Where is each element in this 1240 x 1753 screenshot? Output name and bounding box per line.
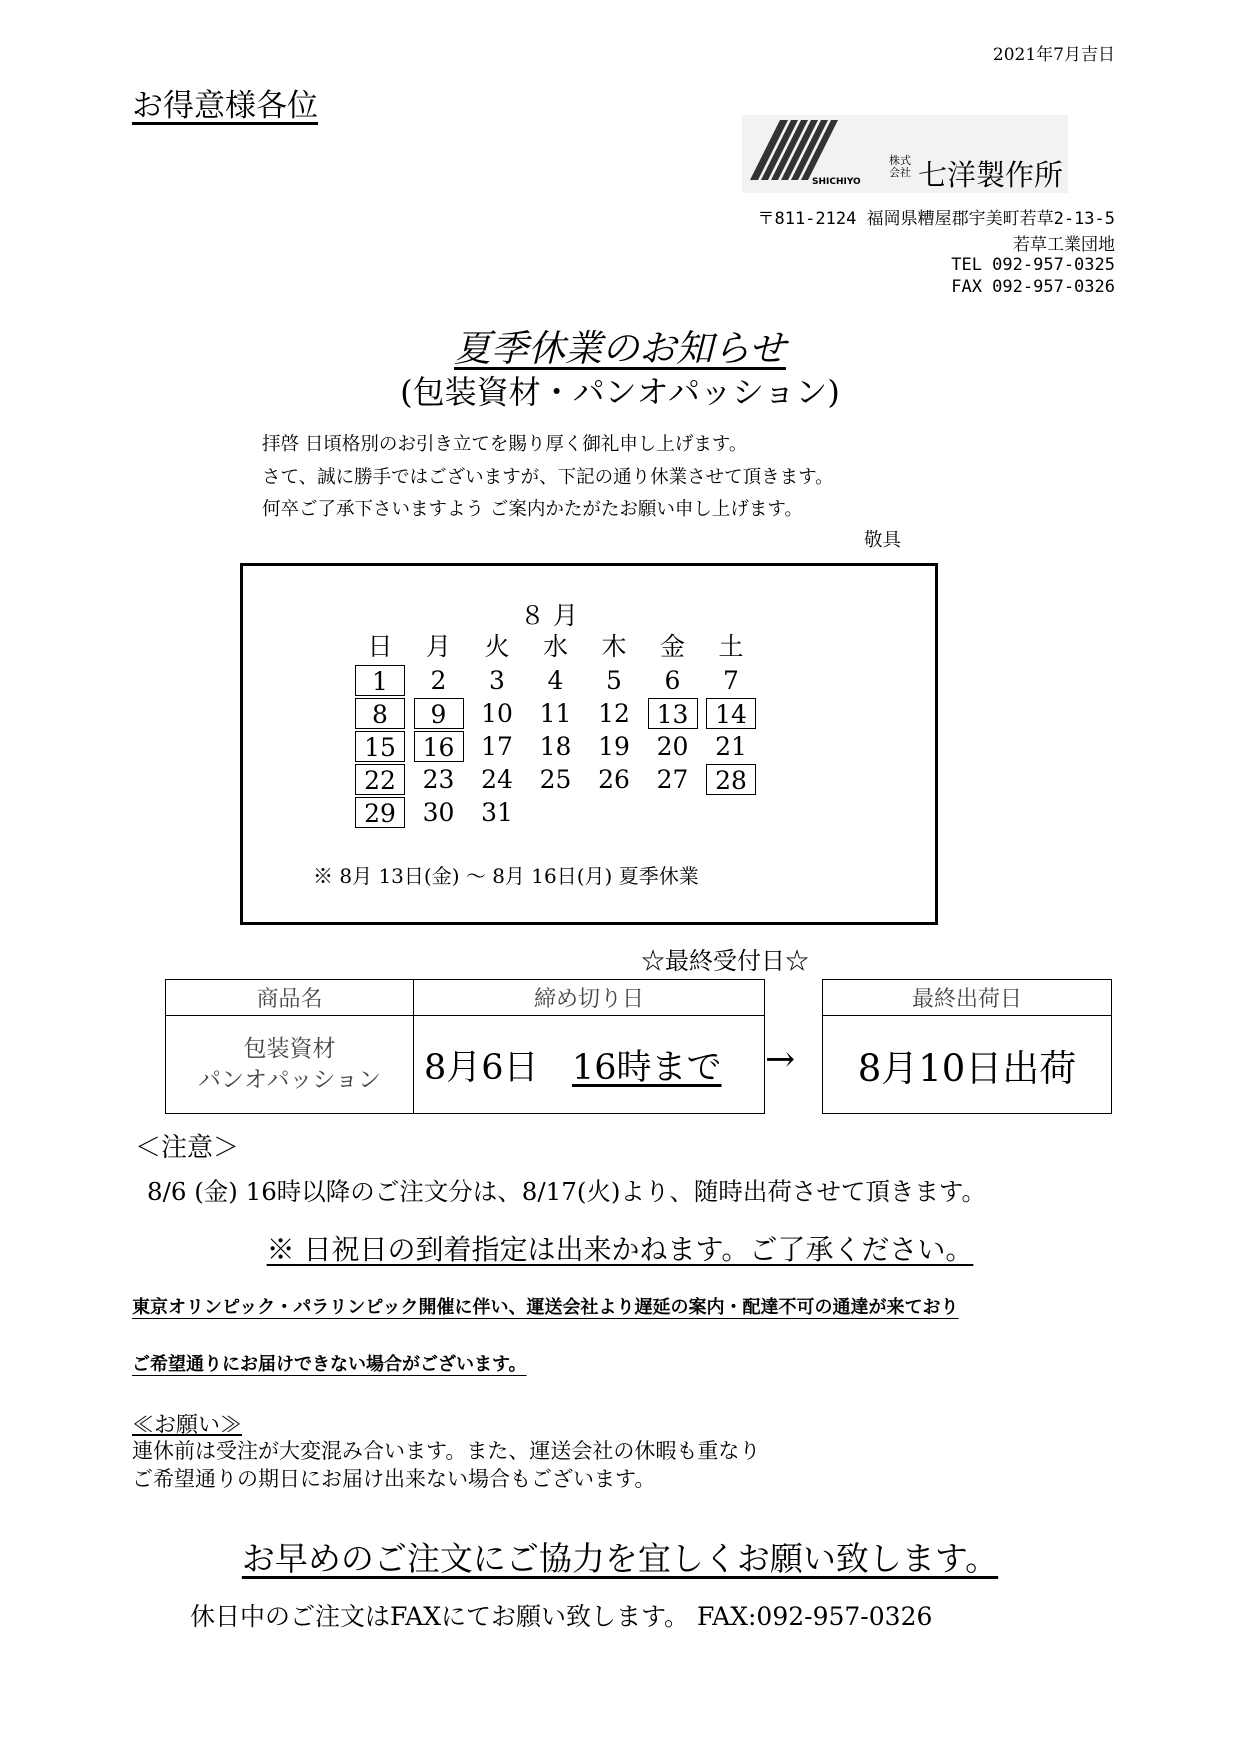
calendar-day: 16 <box>414 731 464 762</box>
request-line: 連休前は受注が大変混み合います。また、運送会社の休暇も重なり <box>132 1439 761 1463</box>
calendar-note: ※ 8月 13日(金) 〜 8月 16日(月) 夏季休業 <box>313 864 699 888</box>
calendar-day: 14 <box>706 698 756 729</box>
ship-table <box>822 979 1112 1114</box>
deadline-cell <box>414 1016 765 1114</box>
calendar-day: 2 <box>430 666 447 695</box>
address-line: FAX 092-957-0326 <box>951 277 1115 297</box>
caution-heading: ＜注意＞ <box>135 1133 240 1163</box>
calendar-day: 30 <box>422 798 455 827</box>
calendar-day: 6 <box>664 666 681 695</box>
address-line: 〒811-2124 福岡県糟屋郡宇美町若草2-13-5 <box>757 209 1115 229</box>
caution-text: 8/6 (金) 16時以降のご注文分は、8/17(火)より、随時出荷させて頂きます。 <box>147 1177 986 1206</box>
olympic-notice-line: 東京オリンピック・パラリンピック開催に伴い、運送会社より遅延の案内・配達不可の通達が来ており <box>132 1297 959 1318</box>
calendar-day: 20 <box>656 732 689 761</box>
calendar-day: 1 <box>355 665 405 696</box>
weekday-header: 土 <box>718 632 744 661</box>
greeting-line: さて、誠に勝手ではございますが、下記の通り休業させて頂きます。 <box>262 467 834 488</box>
weekday-header: 金 <box>659 632 685 661</box>
logo-brand-text: SHICHIYO <box>812 177 861 187</box>
weekday-header: 月 <box>425 632 451 661</box>
request-line: ご希望通りの期日にお届け出来ない場合もございます。 <box>132 1467 656 1491</box>
calendar-day: 4 <box>547 666 564 695</box>
calendar-day: 24 <box>481 765 513 794</box>
shichiyo-stripes-icon <box>750 120 846 182</box>
calendar-day: 25 <box>539 765 572 794</box>
calendar-day: 3 <box>489 666 505 695</box>
calendar-day: 31 <box>481 798 513 827</box>
deadline-table <box>165 979 765 1114</box>
calendar-day: 11 <box>539 699 572 728</box>
calendar-day: 22 <box>355 764 405 795</box>
calendar-day: 23 <box>422 765 455 794</box>
calendar-day: 12 <box>598 699 630 728</box>
product-cell: 包装資材 パンオパッション <box>166 1016 414 1114</box>
closing-word: 敬具 <box>864 530 902 551</box>
col-deadline-header: 締め切り日 <box>414 980 765 1016</box>
fax-note: 休日中のご注文はFAXにてお願い致します。 FAX:092-957-0326 <box>190 1602 933 1631</box>
notice-subtitle: (包装資材・パンオパッション) <box>400 373 840 411</box>
weekday-header: 水 <box>542 632 568 661</box>
weekday-header: 日 <box>367 632 393 661</box>
calendar-day: 17 <box>481 732 513 761</box>
logo-kabushiki: 株式 会社 <box>889 154 911 179</box>
calendar-day: 26 <box>598 765 630 794</box>
calendar-day: 10 <box>481 699 513 728</box>
calendar-day: 5 <box>606 666 622 695</box>
weekday-header: 木 <box>601 632 627 661</box>
logo-company-name: 七洋製作所 <box>918 158 1064 192</box>
greeting-line: 何卒ご了承下さいますよう ご案内かたがたお願い申し上げます。 <box>262 499 803 520</box>
calendar-day: 29 <box>355 797 405 828</box>
ship-date: 8月10日出荷 <box>823 1016 1112 1114</box>
calendar-day: 27 <box>656 765 689 794</box>
greeting-line: 拝啓 日頃格別のお引き立てを賜り厚く御礼申し上げます。 <box>262 434 748 455</box>
calendar-day: 8 <box>355 698 405 729</box>
calendar-day: 15 <box>355 731 405 762</box>
deadline-date: 8月6日 <box>424 1047 539 1088</box>
address-line: 若草工業団地 <box>1013 235 1115 255</box>
col-product-header: 商品名 <box>166 980 414 1016</box>
company-logo <box>742 115 1068 193</box>
calendar-day: 13 <box>648 698 698 729</box>
olympic-notice-line: ご希望通りにお届けできない場合がございます。 <box>132 1354 527 1375</box>
calendar-day: 9 <box>414 698 464 729</box>
request-heading: ≪お願い≫ <box>132 1413 243 1438</box>
document-date: 2021年7月吉日 <box>992 45 1115 65</box>
address-line: TEL 092-957-0325 <box>951 255 1115 275</box>
calendar-month: ８ 月 <box>520 601 578 630</box>
calendar-day: 18 <box>539 732 572 761</box>
calendar-day: 7 <box>723 666 739 695</box>
weekday-header: 火 <box>484 632 510 661</box>
arrow-icon: → <box>765 1039 796 1080</box>
closing-request: お早めのご注文にご協力を宜しくお願い致します。 <box>241 1539 999 1578</box>
col-ship-header: 最終出荷日 <box>823 980 1112 1016</box>
calendar-day: 28 <box>706 764 756 795</box>
calendar-day: 21 <box>715 732 747 761</box>
calendar-day: 19 <box>598 732 630 761</box>
deadline-time: 16時まで <box>571 1047 722 1088</box>
addressee: お得意様各位 <box>132 88 318 124</box>
holiday-notice: ※ 日祝日の到着指定は出来かねます。ご了承ください。 <box>266 1233 974 1266</box>
last-order-heading: ☆最終受付日☆ <box>641 947 809 975</box>
notice-title: 夏季休業のお知らせ <box>454 327 786 370</box>
